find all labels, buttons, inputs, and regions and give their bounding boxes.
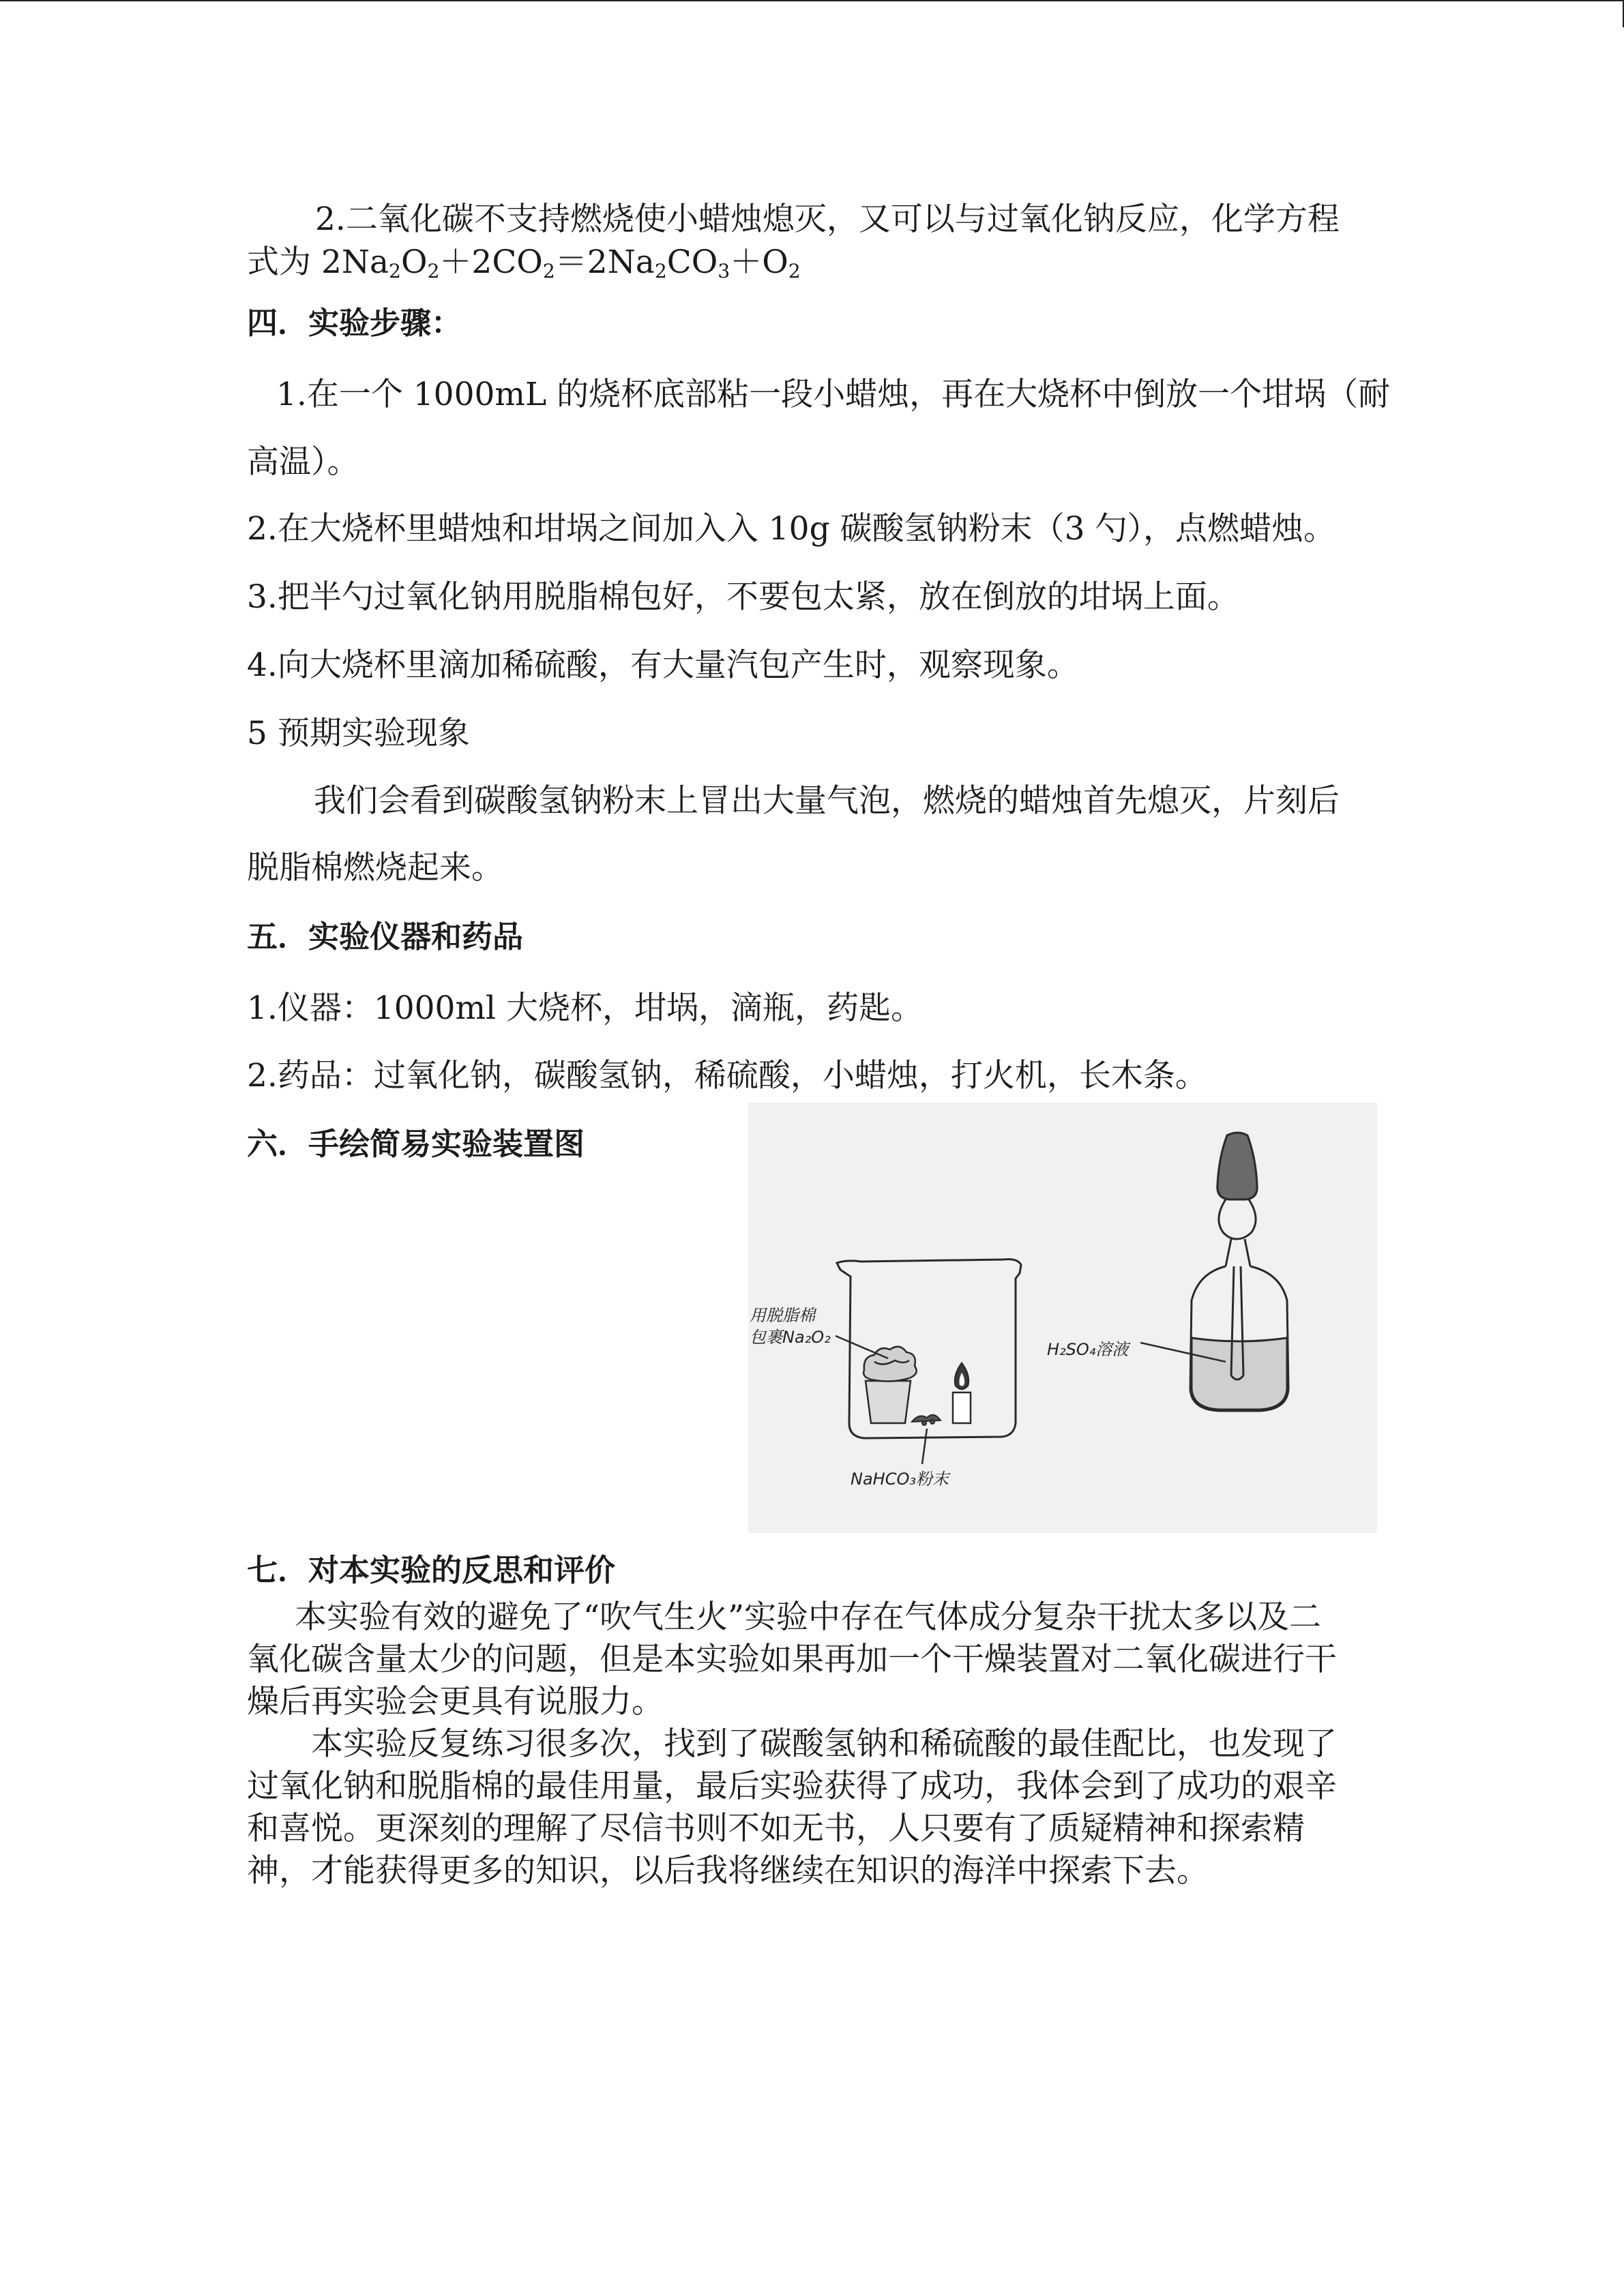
section-6-heading: 六．手绘简易实验装置图 [247,1126,585,1162]
step-2: 2.在大烧杯里蜡烛和坩埚之间加入入 10g 碳酸氢钠粉末（3 勺），点燃蜡烛。 [247,510,1335,548]
section-7-heading: 七．对本实验的反思和评价 [247,1552,616,1588]
sketch-label-acid: H₂SO₄溶液 [1047,1340,1129,1359]
reflection-p2-line-2: 过氧化钠和脱脂棉的最佳用量，最后实验获得了成功，我体会到了成功的艰辛 [247,1768,1337,1805]
reflection-p1-line-3: 燥后再实验会更具有说服力。 [247,1683,664,1720]
sketch-label-powder: NaHCO₃粉末 [851,1470,949,1489]
step-5-heading: 5 预期实验现象 [247,715,470,752]
sketch-paper [748,1103,1377,1533]
phenomenon-line-2: 脱脂棉燃烧起来。 [247,849,503,886]
instruments-line: 1.仪器：1000ml 大烧杯，坩埚，滴瓶，药匙。 [247,989,923,1027]
reflection-p2-line-1: 本实验反复练习很多次，找到了碳酸氢钠和稀硫酸的最佳配比，也发现了 [311,1725,1337,1763]
step-3: 3.把半勺过氧化钠用脱脂棉包好，不要包太紧，放在倒放的坩埚上面。 [247,578,1239,616]
reflection-p1-line-1: 本实验有效的避免了“吹气生火”实验中存在气体成分复杂干扰太多以及二 [295,1598,1322,1636]
section-5-heading: 五．实验仪器和药品 [247,919,524,955]
chemical-equation: $2Na_2O_2+2CO_2=2Na_2CO_3+O_2$ [311,243,801,283]
reflection-p2-line-4: 神，才能获得更多的知识，以后我将继续在知识的海洋中探索下去。 [247,1852,1209,1890]
sketch-label-cotton-1: 用脱脂棉 [750,1306,815,1325]
page-top-border [0,0,1624,1]
step-1-line-2: 高温）。 [247,443,359,481]
principle-equation-line [247,242,801,283]
sketch-label-cotton-2: 包裹Na₂O₂ [750,1328,831,1347]
section-4-heading: 四．实验步骤： [247,305,462,341]
equation-prefix: 式为 [247,243,311,281]
reflection-p1-line-2: 氧化碳含量太少的问题，但是本实验如果再加一个干燥装置对二氧化碳进行干 [247,1641,1337,1678]
reflection-p2-line-3: 和喜悦。更深刻的理解了尽信书则不如无书，人只要有了质疑精神和探索精 [247,1810,1305,1847]
step-1-line-1: 1.在一个 1000mL 的烧杯底部粘一段小蜡烛，再在大烧杯中倒放一个坩埚（耐 [276,376,1391,413]
step-4: 4.向大烧杯里滴加稀硫酸，有大量汽包产生时，观察现象。 [247,646,1079,684]
phenomenon-line-1: 我们会看到碳酸氢钠粉末上冒出大量气泡，燃烧的蜡烛首先熄灭，片刻后 [314,782,1340,820]
reagents-line: 2.药品：过氧化钠，碳酸氢钠，稀硫酸，小蜡烛，打火机，长木条。 [247,1057,1207,1094]
apparatus-sketch-image [748,1103,1377,1533]
principle-line-1: 2.二氧化碳不支持燃烧使小蜡烛熄灭，又可以与过氧化钠反应，化学方程 [315,200,1340,238]
